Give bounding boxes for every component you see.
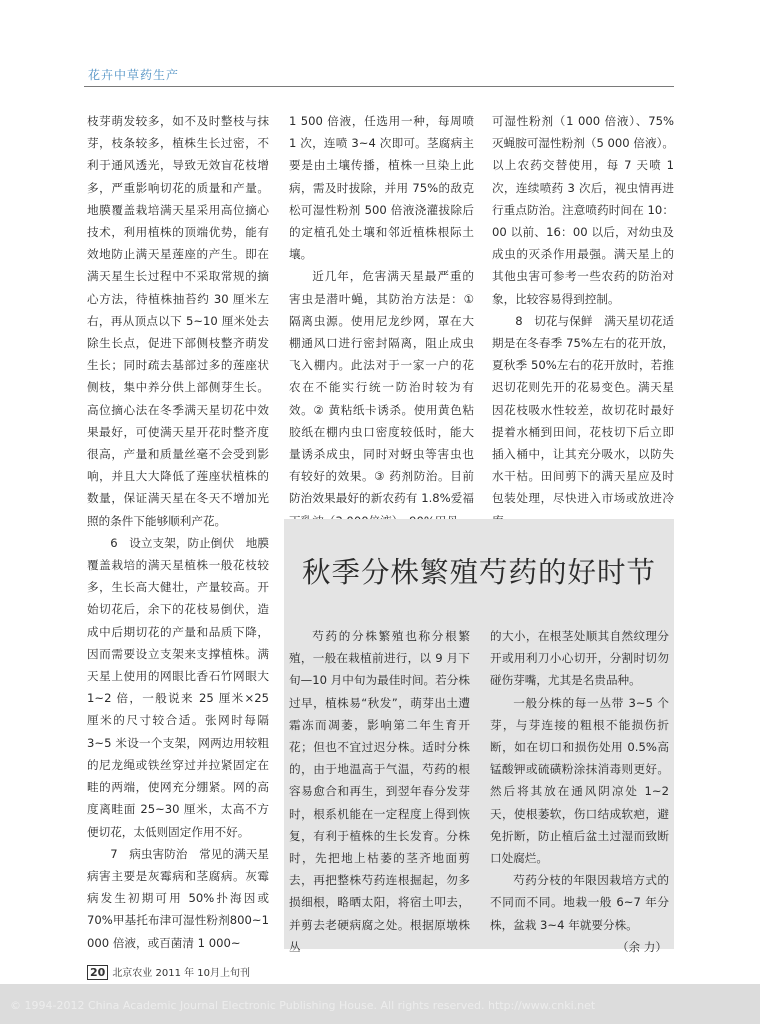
copyright-band xyxy=(0,984,760,1024)
header-rule xyxy=(84,86,674,87)
section-title: 花卉中草药生产 xyxy=(88,68,180,82)
page-footer xyxy=(87,964,250,980)
paragraph-section-7: 7 病虫害防治 常见的满天星病害主要是灰霉病和茎腐病。灰霉病发生初期可用 50%扑海因或70%甲基托布津可湿性粉剂800~1 000 倍液，或百菌清 1 000~ xyxy=(87,846,269,950)
paragraph: 枝芽萌发较多，如不及时整枝与抹芽，枝条较多，植株生长过密，不利于通风透光，导致无效盲花枝增多，严重影响切花的质量和产量。地膜覆盖栽培满天星采用高位摘心技术，利用植株的顶端优势，能有效地防止满天星莲座的产生。即在满天星生长过程中不采取常规的摘心方法，待植株抽苔约 30 厘米左右，再从顶点以下 5~10 厘米处去除生长点，促进下部侧枝整齐萌发生长；同时疏去基部过多的莲座状侧枝，集中养分供上部侧芽生长。高位摘心法在冬季满天星切花中效果最好，可使满天星开花时整齐度很高，产量和质量丝毫不会受到影响，并且大大降低了莲座状植株的数量，保证满天星在冬天不增加光照的条件下能够顺利产花。 xyxy=(87,114,269,528)
paragraph: 芍药的分株繁殖也称分根繁殖，一般在栽植前进行，以 9 月下旬—10 月中旬为最佳时间。若分株过早，植株易“秋发”，萌芽出土遭霜冻而凋萎，影响第二年生育开花；但也不宜过迟分株。适时分株的，由于地温高于气温，芍药的根容易愈合和再生，到翌年春分发芽时，根系机能在一定程度上得到恢复，有利于植株的生长发育。分株时，先把地上枯萎的茎齐地面剪去，再把整株芍药连根掘起，勿多损细根，略晒太阳，将宿土叩去，并剪去老硬病腐之处。根据原墩株丛 xyxy=(289,629,470,954)
article1-column-2 xyxy=(289,110,474,532)
paragraph: 可湿性粉剂（1 000 倍液）、75%灭蝇胺可湿性粉剂（5 000 倍液）。以上农药交替使用，每 7 天喷 1 次，连续喷药 3 次后，视虫情再进行重点防治。注意喷药时间在 10：00 以前、16：00 以后，对幼虫及成虫的灭杀作用最强。满天星上的其他虫害可参考一些农药的防治对象，比较容易得到控制。 xyxy=(492,114,674,306)
copyright-text: © 1994-2012 China Academic Journal Electronic Publishing House. All rights reserved. http://www.cnki.net xyxy=(10,999,596,1012)
paragraph: 一般分株的每一丛带 3~5 个芽，与芽连接的粗根不能损伤折断，如在切口和损伤处用 0.5%高锰酸钾或硫磺粉涂抹消毒则更好。然后将其放在通风阴凉处 1~2 天，使根萎软，伤口结成软疤，避免折断，防止植后盆土过湿而致断口处腐烂。 xyxy=(490,695,669,866)
paragraph: 的大小，在根茎处顺其自然纹理分开或用利刀小心切开，分割时切勿碰伤芽嘴，尤其是名贵品种。 xyxy=(490,629,669,688)
paragraph-pest-control: 近几年，危害满天星最严重的害虫是潜叶蝇，其防治方法是：① 隔离虫源。使用尼龙纱网，罩在大棚通风口进行密封隔离，阻止成虫飞入棚内。此法对于一家一户的花农在不能实行统一防治时较为有效。② 黄粘纸卡诱杀。使用黄色粘胶纸在棚内虫口密度较低时，能大量诱杀成虫，同时对蚜虫等害虫也有较好的效果。③ 药剂防治。目前防治效果最好的新农药有 1.8%爱福 xyxy=(289,269,474,506)
article2-title: 秋季分株繁殖芍药的好时节 xyxy=(301,556,656,589)
paragraph xyxy=(490,869,669,958)
article2-column-2 xyxy=(490,625,669,958)
page-number: 20 xyxy=(87,965,108,980)
author-credit: （余 力） xyxy=(616,939,667,954)
paragraph-section-8 xyxy=(492,310,674,554)
article2-column-1 xyxy=(289,625,470,958)
publication-info: 北京农业 2011 年 10月上旬刊 xyxy=(112,968,251,979)
paragraph-section-6: 6 设立支架，防止倒伏 地膜覆盖栽培的满天星植株一般花枝较多，生长高大健壮，产量较高。开始切花后，余下的花枝易倒伏，造成中后期切花的产量和品质下降，因而需要设立支架来支撑植株。满天星上使用的网眼比香石竹网眼大 1~2 倍，一般说来 25 厘米×25 厘米的尺寸较合适。张网时每隔 3~5 米设一个支架，网两边用较粗的尼龙绳或铁丝穿过并拉紧固定在畦的两端，使网充分绷紧。网的高度离畦面 25~30 厘米，太高不方便切花，太低则固定作用不好。 xyxy=(87,535,269,839)
article1-column-1 xyxy=(87,110,269,954)
article1-column-3 xyxy=(492,110,674,554)
paragraph: 1 500 倍液，任选用一种，每周喷 1 次，连喷 3~4 次即可。茎腐病主要是由土壤传播，植株一旦染上此病，需及时拔除，并用 75%的敌克松可湿性粉剂 500 倍液浇灌拔除后的定植孔处土壤和邻近植株根际土壤。 xyxy=(289,114,474,262)
paragraph-text: 8 切花与保鲜 满天星切花适期是在冬春季 75%左右的花开放，夏秋季 50%左右的花开放时，若推迟切花则先开的花易变色。满天星因花枝吸水性较差，故切花时最好提着水桶到田间，花枝切下后立即插入桶中，让其充分吸水，以防失水干枯。田间剪下的满天星应及时包装处理，尽快进入市场或放进冷 xyxy=(492,313,674,506)
paragraph-text: 芍药分枝的年限因栽培方式的不同而不同。地栽一般 6~7 年分株，盆栽 3~4 年就要分株。 xyxy=(490,873,669,932)
article2-box xyxy=(284,519,674,954)
